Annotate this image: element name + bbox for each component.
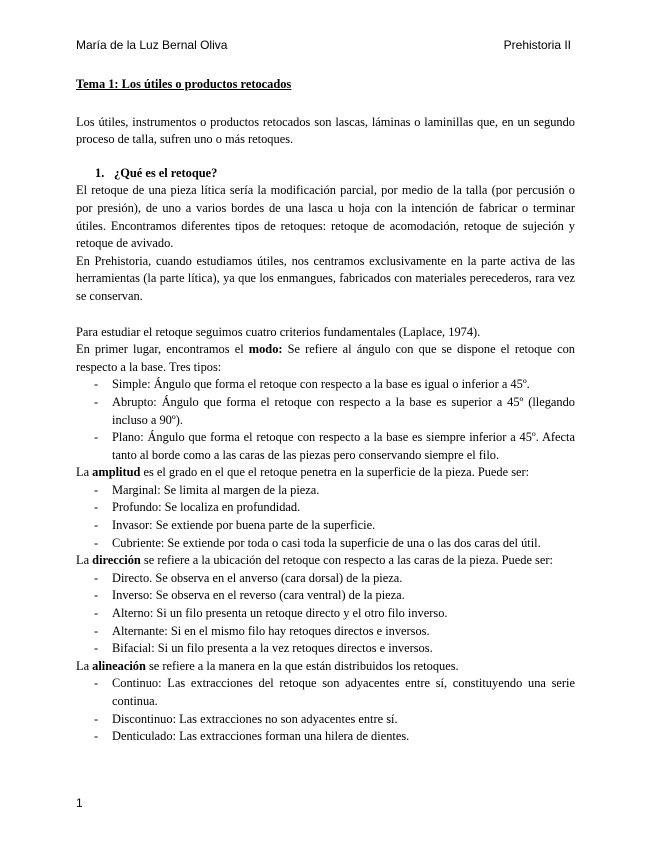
list-dash: -: [94, 588, 99, 603]
list-dash: -: [94, 570, 99, 585]
section-heading: [76, 165, 575, 183]
direccion-paragraph: La dirección se refiere a la ubicación del retoque con respecto a las caras de la pieza. Puede ser:: [76, 553, 553, 568]
list-item: [76, 482, 575, 500]
amplitud-paragraph: La amplitud es el grado en el que el retoque penetra en la superficie de la pieza. Puede ser:: [76, 465, 530, 480]
direccion-term: dirección: [92, 553, 141, 568]
list-item: [76, 711, 575, 729]
modo-paragraph: En primer lugar, encontramos el modo: Se refiere al ángulo con que se dispone el retoque con respecto a la base. Tres tipos:: [76, 342, 575, 374]
list-item-text: Marginal: Se limita al margen de la pieza.: [112, 482, 320, 497]
list-item: [76, 640, 575, 658]
list-item: [76, 605, 575, 623]
list-dash: -: [94, 482, 99, 497]
list-item: [76, 587, 575, 605]
list-item-text: Simple: Ángulo que forma el retoque con respecto a la base es igual o inferior a 45º.: [112, 377, 530, 392]
list-item-text: Alterno: Si un filo presenta un retoque directo y el otro filo inverso.: [112, 606, 448, 621]
list-item: [76, 517, 575, 535]
list-item: [76, 623, 575, 641]
list-item-text: Abrupto: Ángulo que forma el retoque con respecto a la base es superior a 45º (llegando incluso a 90º).: [112, 394, 575, 427]
direccion-list: [76, 570, 575, 658]
list-dash: -: [94, 711, 99, 726]
alineacion-paragraph: La alineación se refiere a la manera en la que están distribuidos los retoques.: [76, 658, 459, 673]
list-item-text: Denticulado: Las extracciones forman una hilera de dientes.: [112, 729, 410, 744]
list-item: [76, 535, 575, 553]
list-dash: -: [94, 377, 99, 392]
list-item: [76, 499, 575, 517]
list-dash: -: [94, 729, 99, 744]
list-item: [76, 429, 575, 464]
list-item-text: Cubriente: Se extiende por toda o casi toda la superficie de una o las dos caras del útil.: [112, 535, 541, 550]
section-paragraph-prehistoria: En Prehistoria, cuando estudiamos útiles, nos centramos exclusivamente en la parte activa de las herramientas (la parte lítica), ya que los enmangues, fabricados con materiales perecederos, rara vez se conservan.: [76, 253, 575, 303]
list-dash: -: [94, 641, 99, 656]
list-dash: -: [94, 518, 99, 533]
document-body: [76, 76, 575, 746]
amplitud-term: amplitud: [92, 465, 141, 480]
list-dash: -: [94, 606, 99, 621]
page-number: 1: [76, 796, 83, 810]
document-title: Tema 1: Los útiles o productos retocados: [76, 77, 292, 91]
section-paragraph-retoque: El retoque de una pieza lítica sería la modificación parcial, por medio de la talla (por percusión o por presión), de uno a varios bordes de una lasca u hoja con la intención de fabricar o terminar útiles. Encontramos diferentes tipos de retoques: retoque de acomodación, retoque de sujeción y retoque de avivado.: [76, 183, 575, 251]
list-dash: -: [94, 623, 99, 638]
list-dash: -: [94, 394, 99, 409]
list-item-text: Directo. Se observa en el anverso (cara dorsal) de la pieza.: [112, 570, 403, 585]
header-course: Prehistoria II: [503, 38, 571, 52]
alineacion-list: [76, 675, 575, 745]
list-item-text: Alternante: Si en el mismo filo hay retoques directos e inversos.: [112, 623, 430, 638]
list-item-text: Profundo: Se localiza en profundidad.: [112, 500, 301, 515]
list-item: [76, 728, 575, 746]
header-author: María de la Luz Bernal Oliva: [76, 38, 228, 52]
list-dash: -: [94, 430, 99, 445]
intro-paragraph: Los útiles, instrumentos o productos retocados son lascas, láminas o laminillas que, en un segundo proceso de talla, sufren uno o más retoques.: [76, 114, 575, 147]
list-item-text: Plano: Ángulo que forma el retoque con respecto a la base es siempre inferior a 45º. Afecta tanto al borde como a las caras de las piezas pero conservando siempre el filo.: [112, 430, 575, 462]
list-dash: -: [94, 535, 99, 550]
section-heading-text: ¿Qué es el retoque?: [114, 165, 218, 180]
list-item: [76, 376, 575, 394]
list-item: [76, 675, 575, 710]
alineacion-term: alineación: [92, 658, 146, 673]
list-item: [76, 570, 575, 588]
list-item-text: Inverso: Se observa en el reverso (cara ventral) de la pieza.: [112, 588, 405, 603]
list-dash: -: [94, 500, 99, 515]
list-dash: -: [94, 676, 99, 691]
modo-term: modo:: [248, 342, 283, 357]
section-number: 1.: [95, 165, 105, 180]
modo-list: [76, 376, 575, 464]
list-item-text: Bifacial: Si un filo presenta a la vez retoques directos e inversos.: [112, 641, 433, 656]
list-item: [76, 394, 575, 429]
list-item-text: Continuo: Las extracciones del retoque son adyacentes entre sí, constituyendo una serie continua.: [112, 676, 575, 708]
list-item-text: Invasor: Se extiende por buena parte de la superficie.: [112, 518, 376, 533]
amplitud-list: [76, 482, 575, 552]
criteria-intro: Para estudiar el retoque seguimos cuatro criterios fundamentales (Laplace, 1974).: [76, 324, 481, 339]
list-item-text: Discontinuo: Las extracciones no son adyacentes entre sí.: [112, 711, 398, 726]
